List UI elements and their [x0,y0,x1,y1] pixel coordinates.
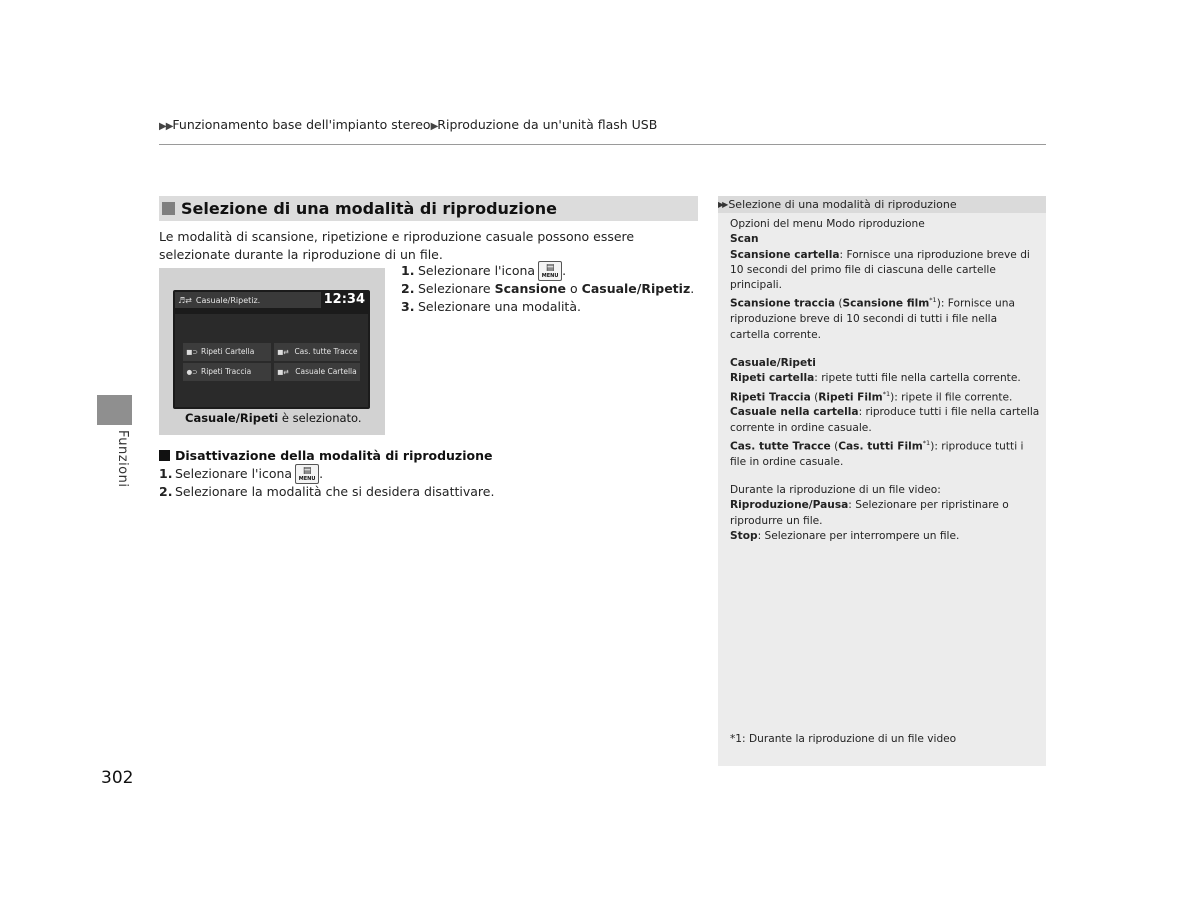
footnote-ref: *1 [882,389,891,398]
cas-tutte [730,436,1040,470]
scan-title: Scan [730,233,759,246]
step-number: 1. [401,263,415,278]
repeat-track-label: Ripeti Traccia [201,367,252,376]
breadcrumb-item-stereo[interactable]: Funzionamento base dell'impianto stereo [172,117,431,132]
desc: ): riproduce tutti i file in ordine casuale. [730,440,1024,468]
step-period: . [319,466,324,481]
sidebar-intro: Opzioni del menu Modo riproduzione [730,218,925,230]
paren: ( [830,440,839,453]
step-text: Selezionare la modalità che si desidera disattivare. [175,484,495,499]
desc: : ripete tutti file nella cartella corrente. [814,372,1021,385]
breadcrumb-arrow-icon: ▶▶ [159,121,173,132]
shuffle-folder-button[interactable] [274,363,360,381]
display-screen [173,290,370,409]
step-text: o [566,281,582,296]
term: Scansione traccia [730,298,836,311]
stop [730,529,1040,544]
desc: ): Fornisce una riproduzione breve di 10 secondi di tutti i file nella cartella corrente. [730,298,1015,341]
term: Ripeti cartella [730,372,815,385]
deactivate-steps [159,465,494,501]
ripeti-traccia [730,387,1040,406]
breadcrumb-arrow-icon: ▶ [430,121,438,132]
desc: : Selezionare per interrompere un file. [757,529,960,542]
section-intro: Le modalità di scansione, ripetizione e riproduzione casuale possono essere selezionate durante la riproduzione di un file. [159,229,635,262]
term: Cas. tutte Tracce [730,440,831,453]
shuffle-all-icon: ■⇄ [277,348,289,356]
chapter-label: Funzioni [115,430,130,488]
video-intro: Durante la riproduzione di un file video: [730,484,941,497]
screen-figure [159,268,385,435]
ripeti-cartella [730,371,1040,386]
desc: : riproduce tutti i file nella cartella corrente in ordine casuale. [730,406,1040,434]
section-square-icon [162,202,175,215]
option-scansione: Scansione [494,281,567,296]
steps-list [401,262,694,316]
desc: : Selezionare per ripristinare o riprodurre un file. [730,499,1009,527]
step-text: Selezionare [418,281,495,296]
step-number: 1. [159,466,173,481]
breadcrumb-item-usb[interactable]: Riproduzione da un'unità flash USB [437,117,658,132]
step-text: Selezionare una modalità. [418,299,581,314]
paren: ( [810,391,819,404]
play-pause [730,498,1040,529]
repeat-track-icon: ●⊃ [186,368,198,376]
screen-title: Casuale/Ripetiz. [195,295,261,305]
shuffle-all-label: Cas. tutte Tracce [294,347,358,356]
shuffle-all-button[interactable] [274,343,360,361]
caption-rest: è selezionato. [278,411,362,425]
term: Cas. tutti Film [838,440,923,453]
term: Riproduzione/Pausa [730,499,849,512]
repeat-folder-label: Ripeti Cartella [201,347,255,356]
paren: ( [835,298,843,311]
menu-icon: ▤ MENU [295,464,319,484]
repeat-folder-button[interactable] [183,343,271,361]
note-marker-icon: ▶▶ [718,200,727,209]
scan-traccia [730,293,1040,342]
shuffle-repeat-icon: ♬⇄ [178,295,192,305]
step-3 [401,298,694,316]
deactivate-step-2 [159,483,494,501]
term: Scansione film [842,298,930,311]
sidebar-header-text: Selezione di una modalità di riproduzione [728,198,957,211]
sidebar-notes [718,196,1046,766]
breadcrumb [159,117,657,132]
shuffle-folder-icon: ■⇄ [277,368,289,376]
sidebar-header [718,196,1046,213]
step-text: Selezionare l'icona [175,466,293,481]
step-2 [401,280,694,298]
term: Stop [730,529,758,542]
screen-clock: 12:34 [321,290,368,308]
footnote-ref: *1 [929,296,937,305]
shuffle-folder-label: Casuale Cartella [295,367,357,376]
desc: : Fornisce una riproduzione breve di 10 secondi del primo file di ciascuna delle cartelle principali. [730,248,1030,292]
menu-icon: ▤ MENU [538,261,562,281]
section-heading [159,196,698,221]
sidebar-footnote: *1: Durante la riproduzione di un file video [730,733,957,745]
deactivate-step-1 [159,465,494,483]
step-number: 3. [401,299,415,314]
step-period: . [690,281,695,296]
subsection-square-icon [159,450,170,461]
header-rule [159,144,1046,145]
screen-panel [175,314,368,407]
figure-caption [185,411,362,425]
scan-cartella [730,248,1040,294]
step-text: Selezionare l'icona [418,263,536,278]
caption-bold: Casuale/Ripeti [185,411,279,425]
term: Casuale nella cartella [730,406,859,419]
term: Ripeti Traccia [730,391,811,404]
footnote-ref: *1 [922,438,931,447]
sidebar-content [730,217,1040,544]
desc: ): ripete il file corrente. [890,391,1013,404]
step-number: 2. [159,484,173,499]
page-number: 302 [101,768,134,788]
step-number: 2. [401,281,415,296]
section-title: Selezione di una modalità di riproduzione [181,199,557,218]
step-1 [401,262,694,280]
step-period: . [562,263,567,278]
casuale-cartella [730,405,1040,436]
repeat-folder-icon: ■⊃ [186,348,198,356]
subsection-title: Disattivazione della modalità di riproduzione [175,448,493,463]
chapter-tab [97,395,132,425]
casuale-title: Casuale/Ripeti [730,356,816,369]
menu-icon-text: MENU [298,475,316,482]
term: Scansione cartella [730,248,840,261]
repeat-track-button[interactable] [183,363,271,381]
term: Ripeti Film [818,391,883,404]
menu-icon-text: MENU [541,272,559,279]
subsection-heading [159,448,492,463]
option-casuale: Casuale/Ripetiz [581,281,691,296]
